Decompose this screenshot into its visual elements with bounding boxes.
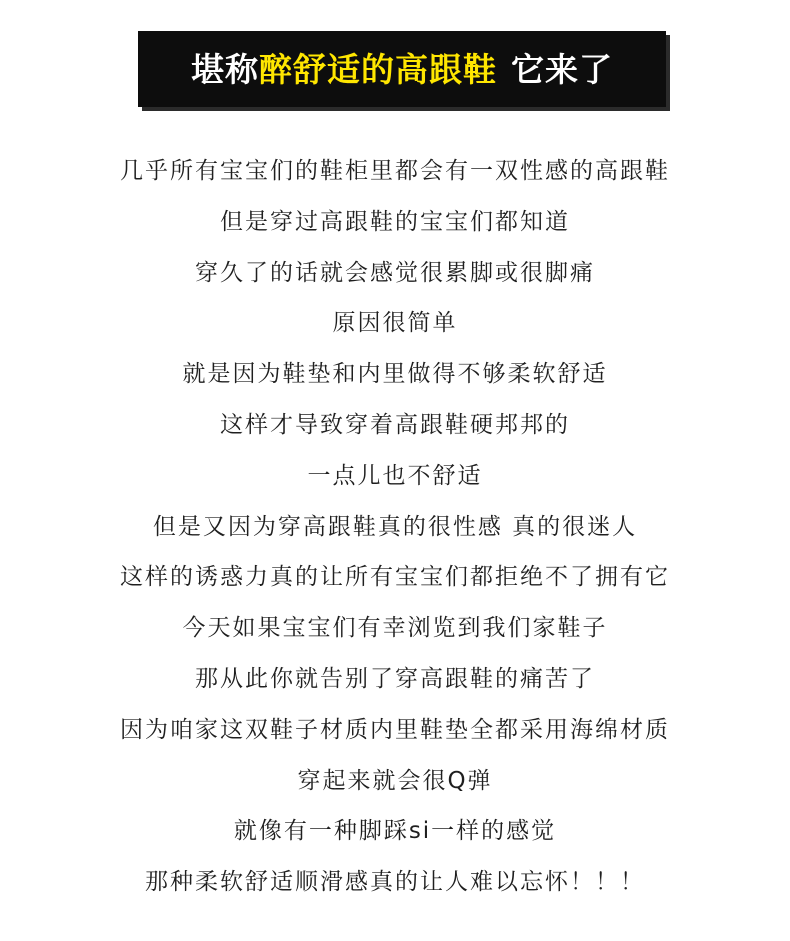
text-line-14: 就像有一种脚踩si一样的感觉 [233,818,557,845]
text-line-11: 那从此你就告别了穿高跟鞋的痛苦了 [195,665,595,692]
body-text [0,146,790,908]
text-line-13: 穿起来就会很Q弹 [297,767,493,794]
text-line-7: 一点儿也不舒适 [307,462,483,489]
title-part-2: 它来了 [511,49,613,89]
text-line-10: 今天如果宝宝们有幸浏览到我们家鞋子 [182,615,608,642]
text-line-12: 因为咱家这双鞋子材质内里鞋垫全都采用海绵材质 [120,716,670,743]
text-line-2: 但是穿过高跟鞋的宝宝们都知道 [220,208,570,235]
title-highlight: 醉舒适的高跟鞋 [259,49,497,89]
text-line-4: 原因很简单 [332,310,458,337]
text-line-8: 但是又因为穿高跟鞋真的很性感 真的很迷人 [152,513,638,540]
text-line-6: 这样才导致穿着高跟鞋硬邦邦的 [220,411,570,438]
title-part-1: 堪称 [191,49,259,89]
text-line-5: 就是因为鞋垫和内里做得不够柔软舒适 [182,361,608,388]
page-title [191,49,613,89]
text-line-15: 那种柔软舒适顺滑感真的让人难以忘怀！！！ [145,869,645,896]
text-line-3: 穿久了的话就会感觉很累脚或很脚痛 [195,259,595,286]
text-line-9: 这样的诱惑力真的让所有宝宝们都拒绝不了拥有它 [120,564,670,591]
text-line-1: 几乎所有宝宝们的鞋柜里都会有一双性感的高跟鞋 [120,158,670,184]
title-banner [138,31,666,107]
